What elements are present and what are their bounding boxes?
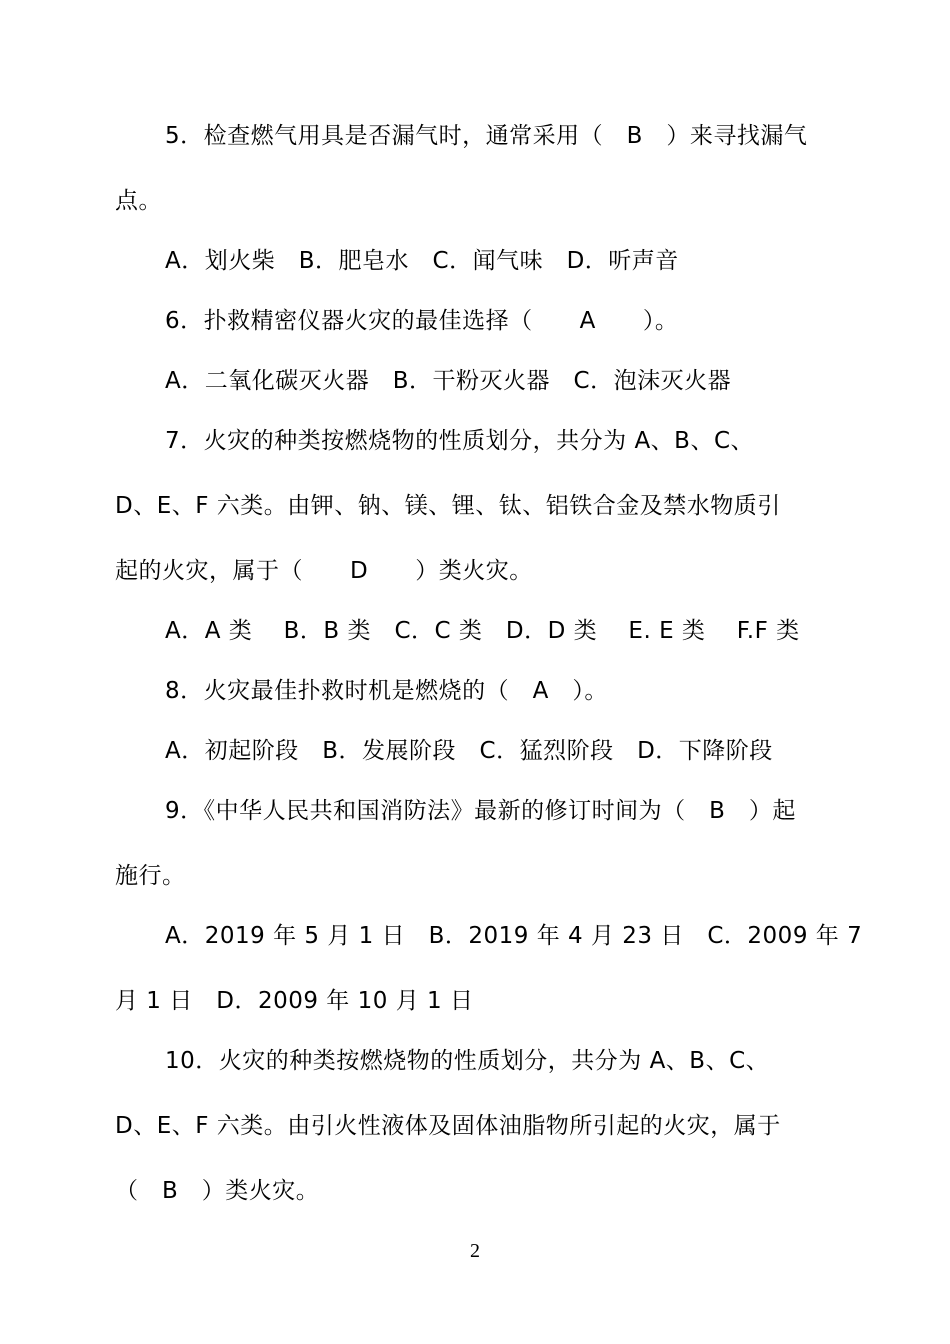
question-9-line-2: 施行。 — [115, 863, 186, 889]
question-5-line-2: 点。 — [115, 188, 162, 214]
question-6-line-1: 6．扑救精密仪器火灾的最佳选择（ A ）。 — [165, 308, 679, 334]
question-8-line-1: 8．火灾最佳扑救时机是燃烧的（ A ）。 — [165, 678, 608, 704]
question-7-line-2: D、E、F 六类。由钾、钠、镁、锂、钛、铝铁合金及禁水物质引 — [115, 493, 781, 519]
question-8-options: A．初起阶段 B．发展阶段 C．猛烈阶段 D．下降阶段 — [165, 738, 773, 764]
question-5-line-1: 5．检查燃气用具是否漏气时，通常采用（ B ）来寻找漏气 — [165, 123, 808, 149]
question-10-line-3: （ B ）类火灾。 — [115, 1178, 320, 1204]
question-7-options: A．A 类 B．B 类 C．C 类 D．D 类 E. E 类 F.F 类 — [165, 618, 800, 644]
question-10-line-2: D、E、F 六类。由引火性液体及固体油脂物所引起的火灾，属于 — [115, 1113, 781, 1139]
page-number: 2 — [470, 1240, 480, 1262]
question-7-line-3: 起的火灾，属于（ D ）类火灾。 — [115, 558, 533, 584]
question-5-options: A．划火柴 B．肥皂水 C．闻气味 D．听声音 — [165, 248, 679, 274]
question-7-line-1: 7．火灾的种类按燃烧物的性质划分，共分为 A、B、C、 — [165, 428, 755, 454]
question-9-options-line-1: A．2019 年 5 月 1 日 B．2019 年 4 月 23 日 C．2009 年 7 — [165, 923, 863, 949]
question-10-line-1: 10．火灾的种类按燃烧物的性质划分，共分为 A、B、C、 — [165, 1048, 770, 1074]
question-9-options-line-2: 月 1 日 D．2009 年 10 月 1 日 — [115, 988, 474, 1014]
question-6-options: A．二氧化碳灭火器 B．干粉灭火器 C．泡沫灭火器 — [165, 368, 732, 394]
question-9-line-1: 9．《中华人民共和国消防法》最新的修订时间为（ B ）起 — [165, 798, 796, 824]
